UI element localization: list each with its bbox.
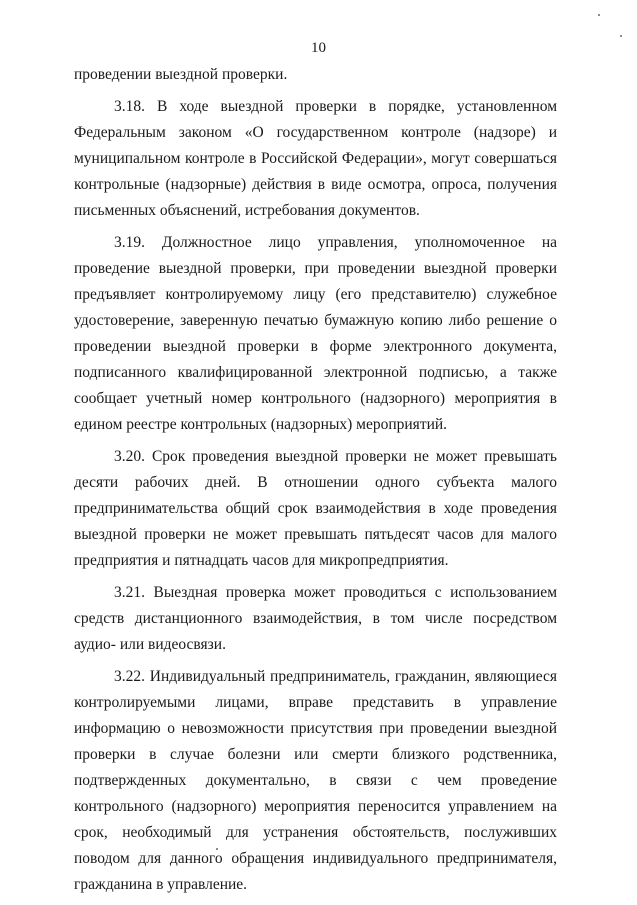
page-number: 10 xyxy=(311,40,326,56)
paragraph-3-18: 3.18. В ходе выездной проверки в порядке, установленном Федеральным законом «О государственном контроле (надзоре) и муниципальном контроле в Российской Федерации», могут совершаться контрольные (надзорные) действия в виде осмотра, опроса, получения письменных объяснений, истребования документов. xyxy=(74,98,557,219)
paragraph-3-22: 3.22. Индивидуальный предприниматель, гражданин, являющиеся контролируемыми лицами, вправе представить в управление информацию о невозможности присутствия при проведении выездной проверки в случае болезни или смерти близкого родственника, подтвержденных документально, в связи с чем проведение контрольного (надзорного) мероприятия переносится управлением на срок, необходимый для устранения обстоятельств, послуживших поводом для данного обращения индивидуального предпринимателя, гражданина в управление. xyxy=(74,668,557,893)
paragraph-3-20: 3.20. Срок проведения выездной проверки не может превышать десяти рабочих дней. В отношении одного субъекта малого предпринимательства общий срок взаимодействия в ходе проведения выездной проверки не может превышать пятьдесят часов для малого предприятия и пятнадцать часов для микропредприятия. xyxy=(74,448,557,569)
document-body xyxy=(74,62,557,898)
scan-speck xyxy=(216,848,218,850)
scan-speck xyxy=(598,14,600,16)
paragraph-3-21: 3.21. Выездная проверка может проводиться с использованием средств дистанционного взаимодействия, в том числе посредством аудио- или видеосвязи. xyxy=(74,584,557,653)
paragraph-continuation: проведении выездной проверки. xyxy=(74,66,288,83)
scan-speck xyxy=(620,35,622,37)
paragraph-3-19: 3.19. Должностное лицо управления, уполномоченное на проведение выездной проверки, при проведении выездной проверки предъявляет контролируемому лицу (его представителю) служебное удостоверение, заверенную печатью бумажную копию либо решение о проведении выездной проверки в форме электронного документа, подписанного квалифицированной электронной подписью, а также сообщает учетный номер контрольного (надзорного) мероприятия в едином реестре контрольных (надзорных) мероприятий. xyxy=(74,234,557,433)
